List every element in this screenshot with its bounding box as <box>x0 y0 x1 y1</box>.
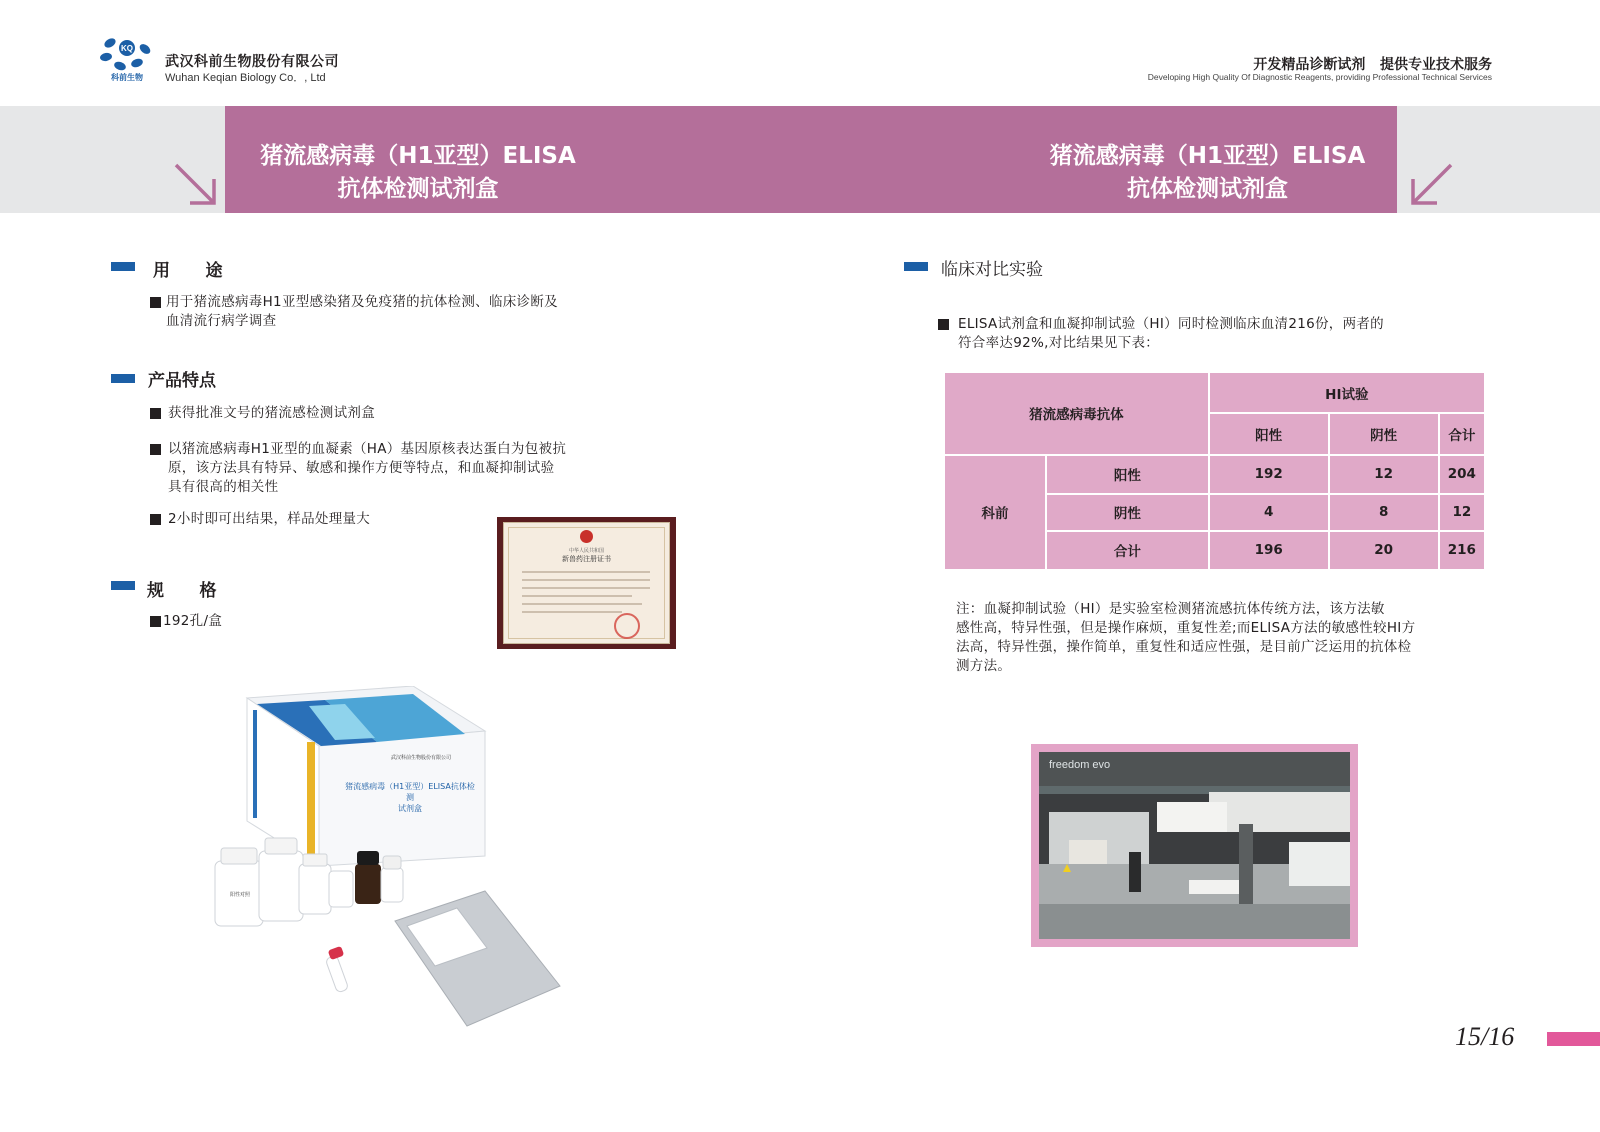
features-heading: 产品特点 <box>148 371 216 391</box>
usage-text: 用于猪流感病毒H1亚型感染猪及免疫猪的抗体检测、临床诊断及 血清流行病学调查 <box>166 294 558 329</box>
svg-text:KQ: KQ <box>121 44 133 53</box>
clinical-note: 注：血凝抑制试验（HI）是实验室检测猪流感抗体传统方法，该方法敏 感性高，特异性强，但是操作麻烦，重复性差;而ELISA方法的敏感性较HI方 法高，特异性强，操作简单，重复性和适应性强，是目前广泛运用的抗体检 测方法。 <box>956 601 1416 674</box>
certificate-title: 新兽药注册证书 <box>562 555 611 563</box>
table-corner-header: 猪流感病毒抗体 <box>944 372 1209 455</box>
hi-test-header: HI试验 <box>1209 372 1485 413</box>
section-marker <box>111 374 135 383</box>
certificate-country: 中华人民共和国 <box>568 548 604 554</box>
bullet <box>150 297 161 308</box>
bullet <box>150 616 161 627</box>
spec-text: 192孔/盒 <box>163 613 223 629</box>
table-cell: 192 <box>1209 455 1329 494</box>
bottle-label: 阳性对照 <box>229 892 250 898</box>
certificate-image <box>497 517 676 649</box>
row-group-keqian: 科前 <box>944 455 1046 571</box>
title-line-2: 抗体检测试剂盒 <box>1127 176 1288 202</box>
instrument-photo <box>1031 744 1358 947</box>
bullet <box>938 319 949 330</box>
box-label-line-1: 猪流感病毒（H1亚型）ELISA抗体检测 <box>345 782 475 802</box>
page-number: 15/16 <box>1455 1022 1515 1051</box>
bullet <box>150 444 161 455</box>
table-cell: 4 <box>1209 494 1329 531</box>
table-cell: 216 <box>1439 531 1485 570</box>
box-label <box>345 781 475 814</box>
usage-heading: 用 途 <box>153 261 223 281</box>
col-header-total: 合计 <box>1439 413 1485 454</box>
bullet <box>150 408 161 419</box>
row-label: 阳性 <box>1046 455 1209 494</box>
col-header-negative: 阴性 <box>1329 413 1439 454</box>
bullet <box>150 514 161 525</box>
product-kit-photo <box>195 686 565 1056</box>
feature-item: 获得批准文号的猪流感检测试剂盒 <box>168 405 375 421</box>
table-cell: 12 <box>1439 494 1485 531</box>
company-name-en: Wuhan Keqian Biology Co．, Ltd <box>165 72 326 84</box>
spec-heading: 规 格 <box>147 581 217 601</box>
page-marker-bar <box>1547 1032 1600 1046</box>
slogan-en: Developing High Quality Of Diagnostic Reagents, providing Professional Technical Services <box>1147 72 1492 82</box>
page-title-right <box>1030 140 1385 206</box>
section-marker <box>904 262 928 271</box>
title-line-1: 猪流感病毒（H1亚型）ELISA <box>260 143 576 169</box>
row-label: 阴性 <box>1046 494 1209 531</box>
section-marker <box>111 262 135 271</box>
title-line-2: 抗体检测试剂盒 <box>337 176 499 202</box>
table-cell: 204 <box>1439 455 1485 494</box>
company-logo <box>98 33 156 81</box>
comparison-table <box>943 371 1486 571</box>
arrow-down-left-icon <box>1405 161 1455 211</box>
page-title-left <box>248 140 588 206</box>
table-cell: 20 <box>1329 531 1439 570</box>
feature-item: 2小时即可出结果，样品处理量大 <box>168 511 371 527</box>
table-cell: 8 <box>1329 494 1439 531</box>
seal-stamp <box>614 613 640 639</box>
table-cell: 12 <box>1329 455 1439 494</box>
title-line-1: 猪流感病毒（H1亚型）ELISA <box>1049 143 1366 169</box>
emblem-icon <box>580 530 593 543</box>
row-label: 合计 <box>1046 531 1209 570</box>
company-name-cn: 武汉科前生物股份有限公司 <box>165 54 339 70</box>
arrow-down-right-icon <box>172 161 222 211</box>
slogan-cn: 开发精品诊断试剂 提供专业技术服务 <box>1253 57 1492 73</box>
logo-text: 科前生物 <box>111 73 143 81</box>
clinical-intro: ELISA试剂盒和血凝抑制试验（HI）同时检测临床血清216份，两者的 符合率达92%,对比结果见下表： <box>958 316 1384 351</box>
section-marker <box>111 581 135 590</box>
clinical-heading: 临床对比实验 <box>941 260 1043 280</box>
instrument-brand: freedom evo <box>1049 759 1111 771</box>
box-label-line-2: 试剂盒 <box>398 804 422 813</box>
col-header-positive: 阳性 <box>1209 413 1329 454</box>
box-maker: 武汉科前生物股份有限公司 <box>391 755 452 761</box>
feature-item: 以猪流感病毒H1亚型的血凝素（HA）基因原核表达蛋白为包被抗 原，该方法具有特异、敏感和操作方便等特点，和血凝抑制试验 具有很高的相关性 <box>168 441 567 495</box>
table-cell: 196 <box>1209 531 1329 570</box>
